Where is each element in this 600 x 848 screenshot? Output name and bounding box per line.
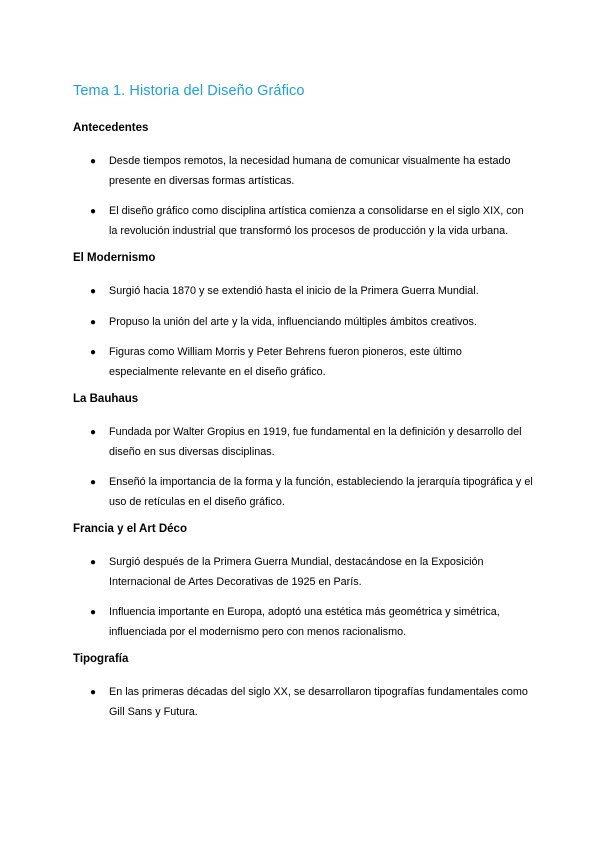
bullet-list <box>73 152 533 241</box>
bullet-icon: ● <box>90 316 97 328</box>
section-tipografia <box>73 653 533 722</box>
bullet-list <box>73 282 533 382</box>
list-item-text: Surgió hacia 1870 y se extendió hasta el inicio de la Primera Guerra Mundial. <box>109 285 479 297</box>
section-antecedentes <box>73 122 533 241</box>
list-item-text: Enseñó la importancia de la forma y la función, estableciendo la jerarquía tipográfica y el uso de retículas en el diseño gráfico. <box>109 476 533 508</box>
section-heading: Antecedentes <box>73 122 149 134</box>
bullet-icon: ● <box>90 156 97 167</box>
bullet-icon: ● <box>90 607 97 618</box>
list-item-text: El diseño gráfico como disciplina artística comienza a consolidarse en el siglo XIX, con la revolución industrial que transformó los procesos de producción y la vida urbana. <box>109 205 524 237</box>
list-item-text: Surgió después de la Primera Guerra Mundial, destacándose en la Exposición Internacional de Artes Decorativas de 1925 en París. <box>109 556 484 588</box>
list-item-text: Propuso la unión del arte y la vida, influenciando múltiples ámbitos creativos. <box>109 315 477 328</box>
list-item <box>73 473 533 512</box>
section-heading: Tipografía <box>73 653 129 665</box>
list-item-text: Figuras como William Morris y Peter Behrens fueron pioneros, este último especialmente relevante en el diseño gráfico. <box>109 346 462 378</box>
list-item <box>73 282 533 302</box>
bullet-list <box>73 553 533 642</box>
list-item-text: En las primeras décadas del siglo XX, se desarrollaron tipografías fundamentales como Gill Sans y Futura. <box>109 686 528 718</box>
list-item <box>73 423 533 462</box>
section-heading: La Bauhaus <box>73 393 139 405</box>
bullet-list <box>73 683 533 722</box>
list-item-text: Influencia importante en Europa, adoptó una estética más geométrica y simétrica, influenciada por el modernismo pero con menos racionalismo. <box>109 606 500 638</box>
bullet-list <box>73 423 533 512</box>
bullet-icon: ● <box>90 557 97 568</box>
section-heading: El Modernismo <box>73 252 156 264</box>
list-item <box>73 553 533 592</box>
section-modernismo <box>73 252 533 382</box>
list-item <box>73 202 533 241</box>
bullet-icon: ● <box>90 427 97 438</box>
list-item-text: Fundada por Walter Gropius en 1919, fue fundamental en la definición y desarrollo del diseño en sus diversas disciplinas. <box>109 426 522 458</box>
document-content <box>73 83 533 733</box>
bullet-icon: ● <box>90 347 97 358</box>
section-art-deco <box>73 523 533 642</box>
section-bauhaus <box>73 393 533 512</box>
document-title: Tema 1. Historia del Diseño Gráfico <box>73 83 305 99</box>
list-item <box>73 603 533 642</box>
list-item <box>73 343 533 382</box>
bullet-icon: ● <box>90 286 97 297</box>
section-heading: Francia y el Art Déco <box>73 523 187 535</box>
bullet-icon: ● <box>90 687 97 698</box>
list-item-text: Desde tiempos remotos, la necesidad humana de comunicar visualmente ha estado presente en diversas formas artísticas. <box>109 155 511 187</box>
list-item <box>73 152 533 191</box>
list-item <box>73 313 533 333</box>
bullet-icon: ● <box>90 477 97 488</box>
list-item <box>73 683 533 722</box>
bullet-icon: ● <box>90 206 97 217</box>
